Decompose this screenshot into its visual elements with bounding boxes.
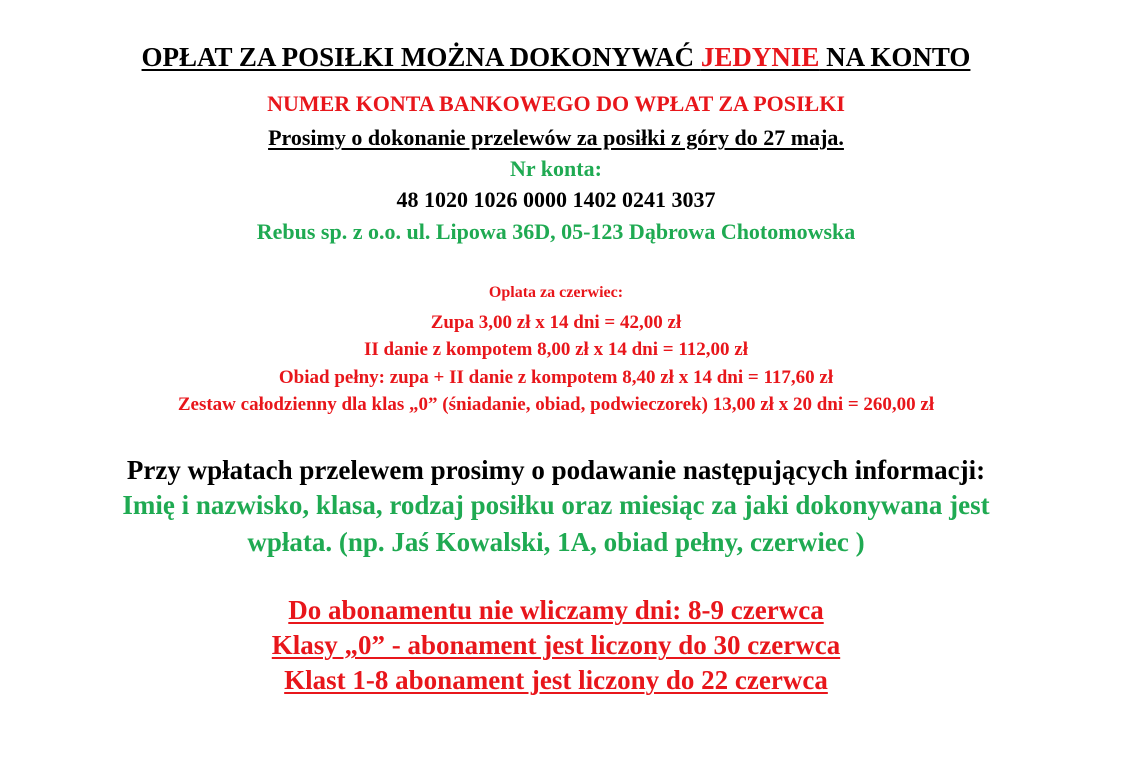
payment-deadline-request: Prosimy o dokonanie przelewów za posiłki z góry do 27 maja. bbox=[268, 125, 844, 150]
title-part-2: NA KONTO bbox=[819, 42, 971, 72]
title-highlight: JEDYNIE bbox=[700, 42, 820, 72]
note-classes-1-8-subscription: Klast 1-8 abonament jest liczony do 22 czerwca bbox=[284, 665, 828, 695]
account-number: 48 1020 1026 0000 1402 0241 3037 bbox=[396, 187, 716, 212]
title-part-1: OPŁAT ZA POSIŁKI MOŻNA DOKONYWAĆ bbox=[141, 42, 701, 72]
fee-item-full-day-set: Zestaw całodzienny dla klas „0” (śniadanie, obiad, podwieczorek) 13,00 zł x 20 dni = 260,00 zł bbox=[177, 394, 935, 415]
bank-account-heading: NUMER KONTA BANKOWEGO DO WPŁAT ZA POSIŁKI bbox=[267, 91, 845, 116]
note-excluded-days: Do abonamentu nie wliczamy dni: 8-9 czerwca bbox=[288, 595, 824, 625]
account-number-label: Nr konta: bbox=[510, 156, 602, 181]
page-title bbox=[0, 44, 1112, 71]
fee-item-soup: Zupa 3,00 zł x 14 dni = 42,00 zł bbox=[430, 312, 682, 333]
transfer-info-details-line-2: wpłata. (np. Jaś Kowalski, 1A, obiad pełny, czerwiec ) bbox=[247, 527, 865, 557]
fee-item-full-lunch: Obiad pełny: zupa + II danie z kompotem 8,40 zł x 14 dni = 117,60 zł bbox=[278, 367, 834, 388]
recipient-address: Rebus sp. z o.o. ul. Lipowa 36D, 05-123 Dąbrowa Chotomowska bbox=[256, 219, 856, 244]
fees-heading: Oplata za czerwiec: bbox=[488, 284, 624, 301]
fee-item-main-course: II danie z kompotem 8,00 zł x 14 dni = 112,00 zł bbox=[364, 339, 748, 360]
note-class-zero-subscription: Klasy „0” - abonament jest liczony do 30 czerwca bbox=[271, 630, 841, 660]
transfer-info-details-line-1: Imię i nazwisko, klasa, rodzaj posiłku oraz miesiąc za jaki dokonywana jest bbox=[122, 490, 990, 520]
transfer-info-heading: Przy wpłatach przelewem prosimy o podawanie następujących informacji: bbox=[126, 455, 986, 485]
